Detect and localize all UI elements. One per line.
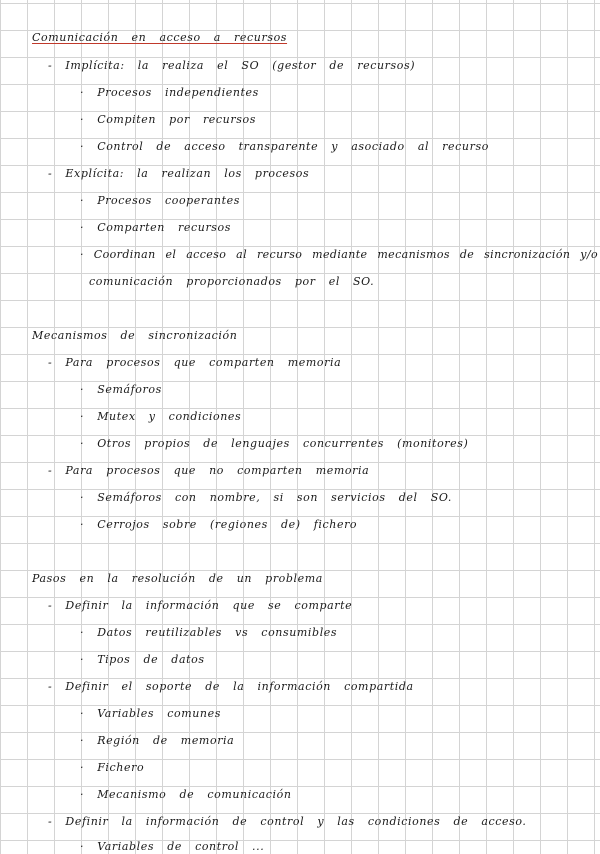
list-item: · Fichero	[80, 761, 145, 774]
list-item: · Compiten por recursos	[80, 113, 256, 126]
list-item: · Datos reutilizables vs consumibles	[80, 626, 338, 639]
list-item: · Mutex y condiciones	[80, 410, 242, 423]
list-item: · Coordinan el acceso al recurso mediante mecanismos de sincronización y/o	[80, 248, 598, 261]
non-shared-memory-heading: - Para procesos que no comparten memoria	[48, 464, 370, 477]
implicit-heading: - Implícita: la realiza el SO (gestor de recursos)	[48, 59, 416, 72]
list-item: · Procesos independientes	[80, 86, 259, 99]
list-item-continuation: comunicación proporcionados por el SO.	[89, 275, 375, 288]
section-title-sync-mechanisms: Mecanismos de sincronización	[32, 329, 238, 342]
list-item: · Control de acceso transparente y asociado al recurso	[80, 140, 489, 153]
step-heading: - Definir la información de control y las condiciones de acceso.	[48, 815, 527, 828]
list-item: · Variables comunes	[80, 707, 221, 720]
shared-memory-heading: - Para procesos que comparten memoria	[48, 356, 342, 369]
list-item: · Semáforos con nombre, si son servicios del SO.	[80, 491, 452, 504]
explicit-heading: - Explícita: la realizan los procesos	[48, 167, 310, 180]
list-item: · Comparten recursos	[80, 221, 232, 234]
list-item: · Procesos cooperantes	[80, 194, 240, 207]
step-heading: - Definir el soporte de la información compartida	[48, 680, 414, 693]
list-item: · Región de memoria	[80, 734, 235, 747]
list-item: · Otros propios de lenguajes concurrentes (monitores)	[80, 437, 469, 450]
list-item: · Cerrojos sobre (regiones de) fichero	[80, 518, 358, 531]
list-item: · Mecanismo de comunicación	[80, 788, 292, 801]
section-title-problem-steps: Pasos en la resolución de un problema	[32, 572, 323, 585]
list-item-cut-off: · Variables de control ...	[80, 840, 265, 853]
section-title-communication: Comunicación en acceso a recursos	[32, 31, 288, 44]
list-item: · Tipos de datos	[80, 653, 205, 666]
step-heading: - Definir la información que se comparte	[48, 599, 353, 612]
list-item: · Semáforos	[80, 383, 162, 396]
